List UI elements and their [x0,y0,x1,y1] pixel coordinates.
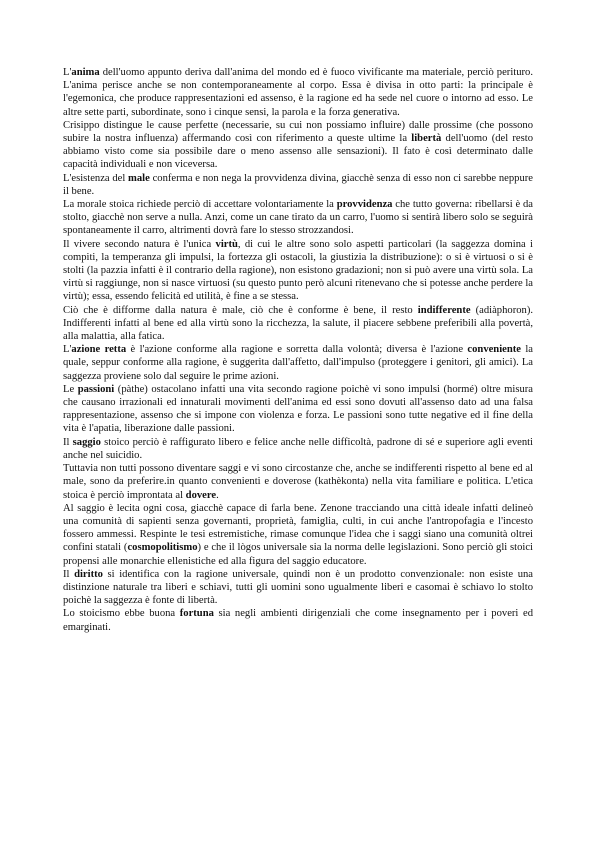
text-run: Il vivere secondo natura è l'unica [63,238,216,250]
bold-term: conveniente [467,344,521,356]
bold-term: libertà [411,133,442,145]
paragraph [63,607,533,633]
text-run: Tuttavia non tutti possono diventare saggi e vi sono circostanze che, anche se indifferenti rispetto al bene ed al male, sono da preferire.in quanto convenienti e doverose (kathèkonta) nella vita familiare e politica. L'etica stoica è perciò improntata al [63,463,533,501]
paragraph [63,343,533,383]
bold-term: saggio [72,436,101,448]
paragraph [63,172,533,198]
bold-term: virtù [215,238,238,250]
text-run: (pàthe) ostacolano infatti una vita secondo ragione poichè vi sono impulsi (hormé) oltre misura che causano irrazionali ed innaturali movimenti dell'anima ed essi sono dovuti all'assenso dato ad una falsa rappresentazione, assenso che si impone con violenza e forza. Le passioni sono tutte negative ed il fine della vita è l'apatia, liberazione dalle passioni. [63,383,533,435]
text-run: Lo stoicismo ebbe buona [63,608,180,620]
text-run: Al saggio è lecita ogni cosa, giacchè capace di farla bene. Zenone tracciando una città ideale infatti delineò una comunità di sapienti senza governanti, proprietà, famiglia, culti, in cui anche l'antropofagia e l'incesto fossero ammessi. Respinte le tesi estremistiche, rimase comunque l'idea che i saggi siano una comunità oltrei confini statali ( [63,502,533,554]
paragraph [63,462,533,502]
text-run: , di cui le altre sono solo aspetti particolari (la saggezza domina i compiti, la temperanza gli impulsi, la fortezza gli ostacoli, la giustizia la distribuzione): o si è virtuosi o si è stolti (la pazzia infatti è il contrario della ragione), non esistono gradazioni; non si può avere una virtù sola. La virtù si raggiunge, non si nasce virtuosi (su questo punto però alcuni ritenevano che si potesse anche perdere la virtù); essa, essendo felicità ed utilità, è fine a se stessa. [63,238,533,303]
paragraph [63,304,533,344]
text-run: . [216,489,219,501]
text-run: che tutto governa: ribellarsi è da stolto, giacchè non serve a nulla. Anzi, come un cane tirato da un carro, l'uomo si sentirà libero solo se seguirà spontaneamente il carro, altrimenti dovrà fare lo stesso strozzandosi. [63,199,534,237]
paragraph [63,119,533,172]
bold-term: fortuna [179,608,214,620]
paragraph [63,383,533,436]
bold-term: diritto [74,568,103,580]
text-run: (adiàphoron). Indifferenti infatti al bene ed alla virtù sono la ricchezza, la salute, il piacere sebbene preferibili alla povertà, alla malattia, alla fatica. [63,304,533,343]
text-run: ) e che il lògos universale sia la norma delle legislazioni. Sono perciò gli stoici propensi alle monarchie ellenistiche ed alla figura del saggio educatore. [63,542,533,567]
bold-term: indifferente [417,304,471,316]
text-run: si identifica con la ragione universale, quindi non è un prodotto convenzionale: non esiste una distinzione naturale tra liberi e schiavi, tutti gli uomini sono ugualmente liberi e casomai è schiavo lo stolto poichè la saggezza è fonte di libertà. [63,568,534,607]
paragraph [63,502,533,568]
text-run: stoico perciò è raffigurato libero e felice anche nelle difficoltà, padrone di sé e superiore agli eventi anche nel suicidio. [63,436,533,461]
bold-term: provvidenza [336,199,393,211]
text-run: La morale stoica richiede perciò di accettare volontariamente la [63,199,337,211]
paragraph [63,568,533,608]
bold-term: anima [71,67,100,78]
paragraph [63,66,533,119]
text-run: Il [63,568,75,580]
bold-term: passioni [77,383,115,395]
text-run: dell'uomo (del resto abbiamo visto come sia possibile dare o meno assenso alle sensazioni). Il fato è così determinato dalle capacità individuali e non viceversa. [63,133,534,171]
bold-term: dovere [185,489,217,501]
text-run: Le [63,383,78,395]
bold-term: cosmopolitismo [127,542,198,554]
text-run: la quale, seppur conforme alla ragione, è suggerita dall'affetto, dall'impulso (proteggere i genitori, gli amici). La saggezza proviene solo dal seguire le prime azioni. [63,344,534,382]
paragraph [63,238,533,304]
paragraph [63,436,533,462]
paragraph [63,198,533,238]
bold-term: male [128,172,150,184]
text-run: è l'azione conforme alla ragione e sorretta dalla volontà; diversa è l'azione [126,344,468,356]
text-run: L' [63,67,72,78]
text-run: sia negli ambienti dirigenziali che come insegnamento per i poveri ed emarginati. [63,608,533,633]
text-run: Ciò che è difforme dalla natura è male, ciò che è conforme è bene, il resto [63,304,418,316]
text-run: L' [63,344,72,356]
text-run: Il [63,436,73,448]
text-run: L'esistenza del [63,172,129,184]
text-run: dell'uomo appunto deriva dall'anima del mondo ed è fuoco vivificante ma materiale, perciò perituro. L'anima perisce anche se non contemporaneamente al corpo. Essa è divisa in otto parti: la principale è l'egemonica, che produce rappresentazioni ed assenso, è la ragione ed ha sede nel cuore o intorno ad esso. Le altre sette parti, subordinate, sono i cinque sensi, la parola e la forza generativa. [63,67,533,118]
bold-term: azione retta [71,344,127,356]
document-page [63,66,533,634]
text-run: Crisippo distingue le cause perfette (necessarie, su cui non possiamo influire) dalle prossime (che possono subire la nostra influenza) affermando così con riferimento a queste ultime la [63,119,533,145]
text-run: conferma e non nega la provvidenza divina, giacchè senza di esso non ci sarebbe neppure il bene. [63,172,533,197]
